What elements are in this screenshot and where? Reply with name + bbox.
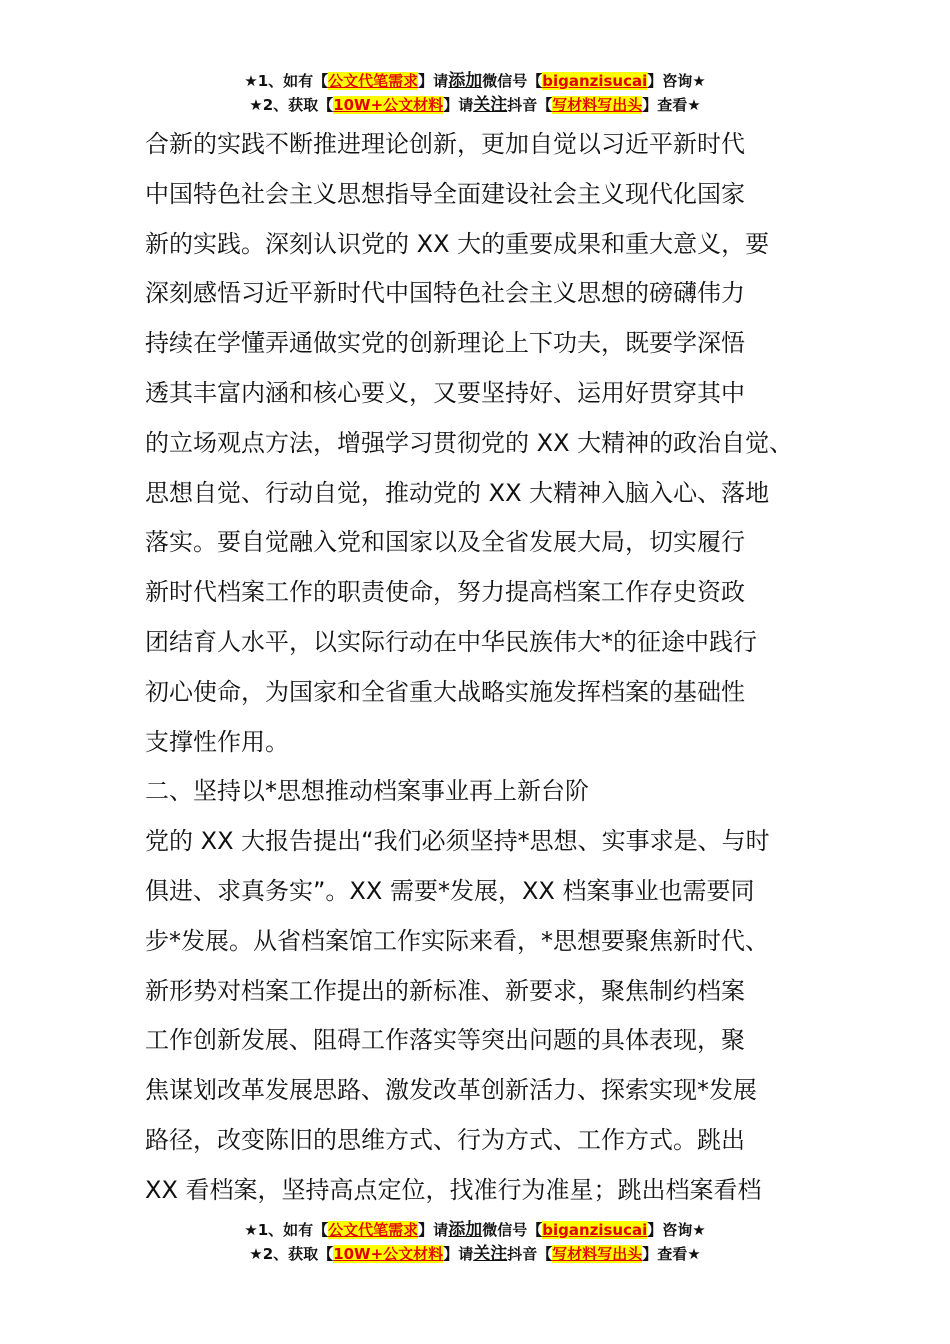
banner-highlight: 公文代笔需求	[328, 1221, 419, 1239]
text-line: 新形势对档案工作提出的新标准、新要求，聚焦制约档案	[145, 976, 745, 1005]
text-line: 透其丰富内涵和核心要义，又要坚持好、运用好贯穿其中	[145, 378, 745, 407]
text-line: 落实。要自觉融入党和国家以及全省发展大局，切实履行	[145, 528, 745, 557]
text-line: 步*发展。从省档案馆工作实际来看，*思想要聚焦新时代、	[145, 926, 769, 955]
banner-highlight: 写材料写出头	[552, 96, 643, 114]
banner-highlight: 公文代笔需求	[328, 72, 419, 90]
banner-text: 微信号【	[482, 1221, 543, 1239]
text-line: 初心使命，为国家和全省重大战略实施发挥档案的基础性	[145, 677, 745, 706]
banner-text: 】请	[443, 96, 474, 114]
banner-underline: 添加	[448, 1220, 483, 1240]
banner-text: 】查看★	[642, 96, 701, 114]
banner-text: ★2、获取【	[249, 96, 334, 114]
banner-text: 】咨询★	[647, 1221, 706, 1239]
banner-line-1	[0, 1218, 950, 1242]
banner-text: 】请	[418, 72, 449, 90]
text-line: 的立场观点方法，增强学习贯彻党的 XX 大精神的政治自觉、	[145, 428, 794, 457]
text-line: 党的 XX 大报告提出“我们必须坚持*思想、实事求是、与时	[145, 827, 770, 856]
banner-highlight: biganzisucai	[542, 72, 648, 90]
banner-text: 抖音【	[507, 96, 553, 114]
text-line: 新的实践。深刻认识党的 XX 大的重要成果和重大意义，要	[145, 229, 770, 258]
text-line: 焦谋划改革发展思路、激发改革创新活力、探索实现*发展	[145, 1076, 757, 1105]
banner-text: 】咨询★	[647, 72, 706, 90]
bottom-banner	[0, 1218, 950, 1266]
body-text	[145, 120, 835, 1216]
banner-highlight: biganzisucai	[542, 1221, 648, 1239]
banner-text: 】请	[443, 1245, 474, 1263]
text-line: 思想自觉、行动自觉，推动党的 XX 大精神入脑入心、落地	[145, 478, 770, 507]
banner-underline: 关注	[473, 1244, 508, 1264]
text-line: 深刻感悟习近平新时代中国特色社会主义思想的磅礴伟力	[145, 279, 745, 308]
banner-highlight: 10W+公文材料	[333, 1245, 444, 1263]
text-line: 路径，改变陈旧的思维方式、行为方式、工作方式。跳出	[145, 1125, 745, 1154]
text-line: 二、坚持以*思想推动档案事业再上新台阶	[145, 777, 589, 806]
text-line: XX 看档案，坚持高点定位，找准行为准星；跳出档案看档	[145, 1175, 762, 1204]
banner-text: ★2、获取【	[249, 1245, 334, 1263]
text-line: 新时代档案工作的职责使命，努力提高档案工作存史资政	[145, 578, 745, 607]
banner-highlight: 10W+公文材料	[333, 96, 444, 114]
banner-text: ★1、如有【	[244, 1221, 329, 1239]
banner-underline: 添加	[448, 71, 483, 91]
text-line: 支撑性作用。	[145, 727, 289, 756]
text-line: 中国特色社会主义思想指导全面建设社会主义现代化国家	[145, 179, 745, 208]
top-banner	[0, 69, 950, 117]
banner-text: 】查看★	[642, 1245, 701, 1263]
text-line: 持续在学懂弄通做实党的创新理论上下功夫，既要学深悟	[145, 329, 745, 358]
banner-highlight: 写材料写出头	[552, 1245, 643, 1263]
banner-text: 微信号【	[482, 72, 543, 90]
text-line: 工作创新发展、阻碍工作落实等突出问题的具体表现，聚	[145, 1026, 745, 1055]
text-line: 合新的实践不断推进理论创新，更加自觉以习近平新时代	[145, 130, 745, 158]
text-line: 团结育人水平，以实际行动在中华民族伟大*的征途中践行	[145, 627, 757, 656]
banner-underline: 关注	[473, 95, 508, 115]
banner-line-2	[0, 93, 950, 117]
banner-text: 抖音【	[507, 1245, 553, 1263]
banner-text: ★1、如有【	[244, 72, 329, 90]
banner-line-2	[0, 1242, 950, 1266]
banner-text: 】请	[418, 1221, 449, 1239]
text-line: 俱进、求真务实”。XX 需要*发展，XX 档案事业也需要同	[145, 876, 755, 905]
banner-line-1	[0, 69, 950, 93]
